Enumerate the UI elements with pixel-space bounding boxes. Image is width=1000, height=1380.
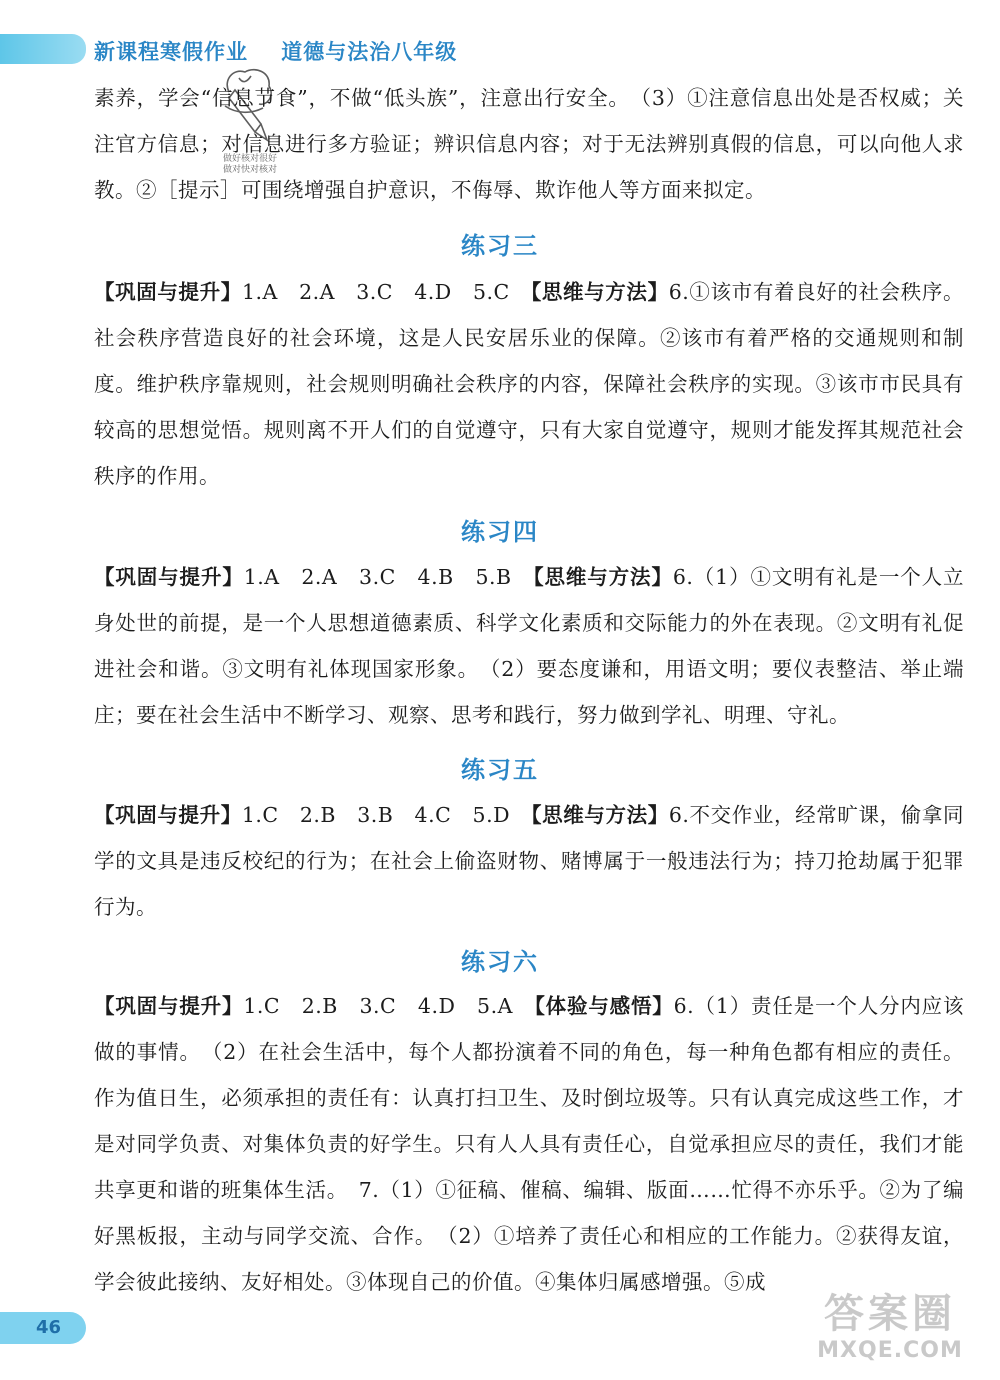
watermark — [790, 1290, 990, 1370]
page-number: 46 — [0, 1312, 86, 1344]
section-5-tag-consolidate: 【巩固与提升】 — [94, 803, 242, 827]
watermark-url: MXQE.COM — [817, 1338, 963, 1363]
intro-paragraph: 素养，学会“信息节食”，不做“低头族”，注意出行安全。 （3）①注意信息出处是否权威；关注官方信息；对信息进行多方验证；辨识信息内容；对于无法辨别真假的信息，可以向他人求教。②［提示］可围绕增强自护意识，不侮辱、欺诈他人等方面来拟定。 — [94, 86, 964, 202]
header-band — [0, 34, 86, 64]
section-5-paragraph — [94, 792, 964, 930]
section-6-answers: 1.C 2.B 3.C 4.D 5.A — [243, 994, 535, 1018]
section-6-paragraph — [94, 983, 964, 1305]
section-4-text: 6.（1）①文明有礼是一个人立身处世的前提，是一个人思想道德素质、科学文化素质和交际能力的外在表现。②文明有礼促进社会和谐。③文明有礼体现国家形象。 （2）要态度谦和，用语文明；要仪表整洁、举止端庄；要在社会生活中不断学习、观察、思考和践行，努力做到学礼、明理、守礼。 — [94, 565, 965, 727]
section-4-tag-thinking: 【思维与方法】 — [533, 565, 673, 589]
section-title-5: 练习五 — [461, 756, 539, 784]
watermark-logo-text: 答案圈 — [824, 1291, 956, 1337]
section-4-answers: 1.A 2.A 3.C 4.B 5.B — [243, 565, 534, 589]
section-5-tag-thinking: 【思维与方法】 — [531, 803, 669, 827]
section-5-text: 6.不交作业，经常旷课，偷拿同学的文具是违反校纪的行为；在社会上偷盗财物、赌博属于一般违法行为；持刀抢劫属于犯罪行为。 — [94, 803, 964, 919]
section-6-tag-consolidate: 【巩固与提升】 — [94, 994, 244, 1018]
stamp-line-2: 做对快对核对 — [222, 165, 277, 175]
section-5-answers: 1.C 2.B 3.B 4.C 5.D — [241, 803, 532, 827]
section-3-tag-thinking: 【思维与方法】 — [531, 280, 669, 304]
section-4-tag-consolidate: 【巩固与提升】 — [94, 565, 244, 589]
section-title-4: 练习四 — [461, 518, 539, 546]
section-3-tag-consolidate: 【巩固与提升】 — [94, 280, 242, 304]
section-title-3: 练习三 — [461, 232, 539, 260]
header-title: 新课程寒假作业 道德与法治八年级 — [94, 40, 458, 64]
section-3-answers: 1.A 2.A 3.C 4.D 5.C — [241, 280, 532, 304]
section-4-paragraph — [94, 554, 964, 738]
section-3-text: 6.①该市有着良好的社会秩序。社会秩序营造良好的社会环境，这是人民安居乐业的保障。②该市有着严格的交通规则和制度。维护秩序靠规则，社会规则明确社会秩序的内容，保障社会秩序的实现。③该市市民具有较高的思想觉悟。规则离不开人们的自觉遵守，只有大家自觉遵守，规则才能发挥其规范社会秩序的作用。 — [94, 280, 965, 488]
section-3-paragraph — [94, 269, 964, 499]
stamp-line-1: 做好核对很好 — [222, 154, 277, 164]
section-title-6: 练习六 — [461, 948, 539, 976]
section-6-tag-experience: 【体验与感悟】 — [534, 994, 674, 1018]
section-6-text: 6.（1）责任是一个人分内应该做的事情。 （2）在社会生活中，每个人都扮演着不同的角色，每一种角色都有相应的责任。作为值日生，必须承担的责任有：认真打扫卫生、及时倒垃圾等。只有认真完成这些工作，才是对同学负责、对集体负责的好学生。只有人人具有责任心，自觉承担应尽的责任，我们才能共享更和谐的班集体生活。 7.（1）①征稿、催稿、编辑、版面……忙得不亦乐乎。②为了编好黑板报，主动与同学交流、合作。 （2）①培养了责任心和相应的工作能力。②获得友谊，学会彼此接纳、友好相处。③体现自己的价值。④集体归属感增强。⑤成 — [94, 994, 965, 1294]
